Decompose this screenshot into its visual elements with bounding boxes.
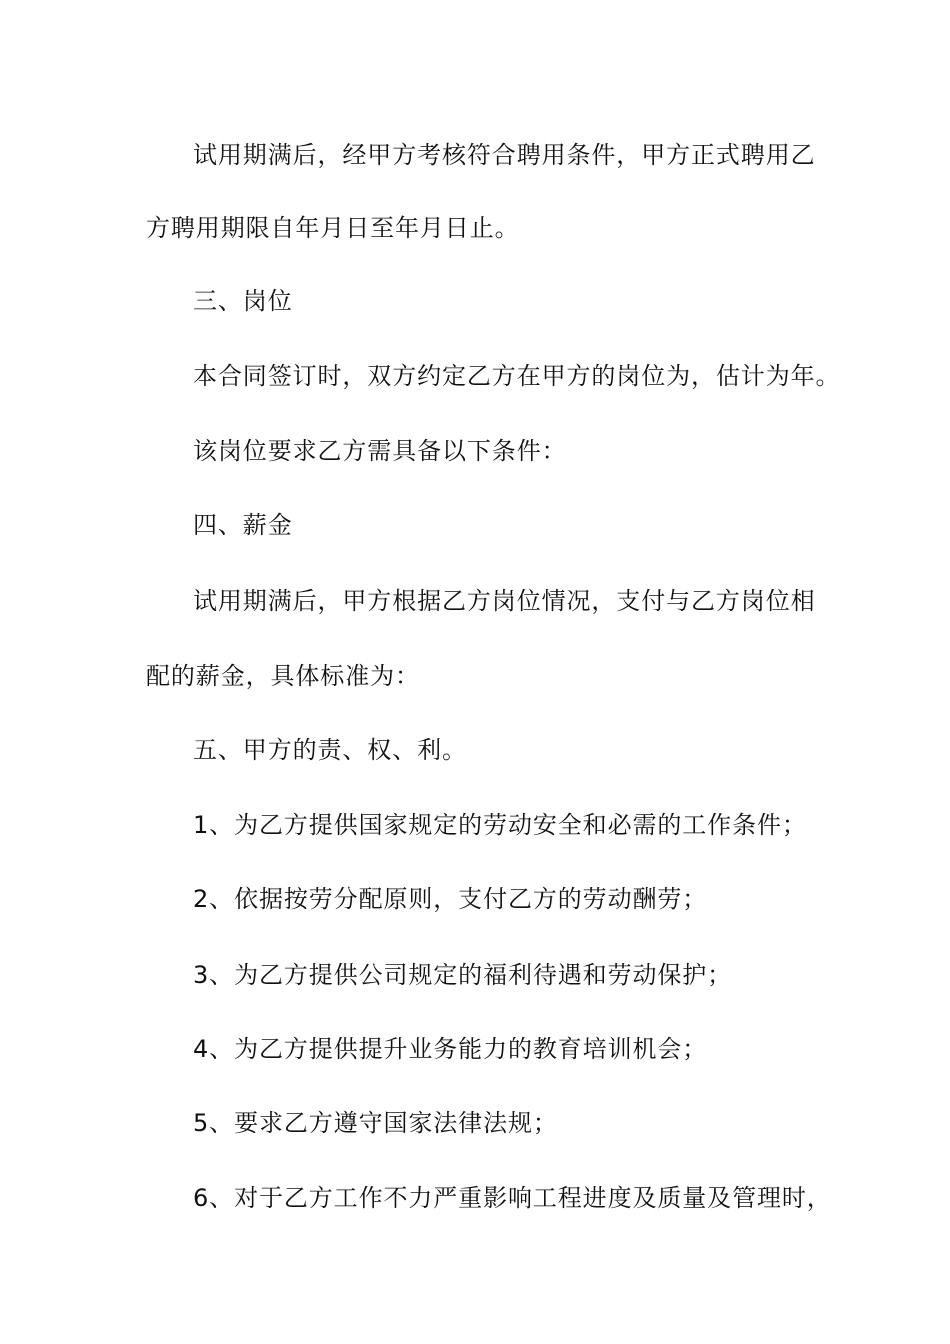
section-heading-position: 三、岗位 [193, 287, 293, 315]
paragraph-line: 试用期满后，甲方根据乙方岗位情况，支付与乙方岗位相 [193, 587, 816, 615]
paragraph-line: 方聘用期限自年月日至年月日止。 [146, 214, 520, 242]
list-item: 5、要求乙方遵守国家法律法规； [193, 1109, 558, 1137]
list-item: 6、对于乙方工作不力严重影响工程进度及质量及管理时， [193, 1184, 832, 1212]
section-heading-party-a: 五、甲方的责、权、利。 [193, 736, 467, 764]
section-heading-salary: 四、薪金 [193, 511, 293, 539]
list-item: 4、为乙方提供提升业务能力的教育培训机会； [193, 1035, 708, 1063]
list-item: 3、为乙方提供公司规定的福利待遇和劳动保护； [193, 961, 733, 989]
list-item: 2、依据按劳分配原则，支付乙方的劳动酬劳； [193, 885, 708, 913]
paragraph-line: 试用期满后，经甲方考核符合聘用条件，甲方正式聘用乙 [193, 141, 816, 169]
paragraph-line: 配的薪金，具体标准为： [146, 662, 420, 690]
paragraph-line: 本合同签订时，双方约定乙方在甲方的岗位为，估计为年。 [193, 362, 841, 390]
paragraph-line: 该岗位要求乙方需具备以下条件： [193, 437, 567, 465]
list-item: 1、为乙方提供国家规定的劳动安全和必需的工作条件； [193, 811, 807, 839]
